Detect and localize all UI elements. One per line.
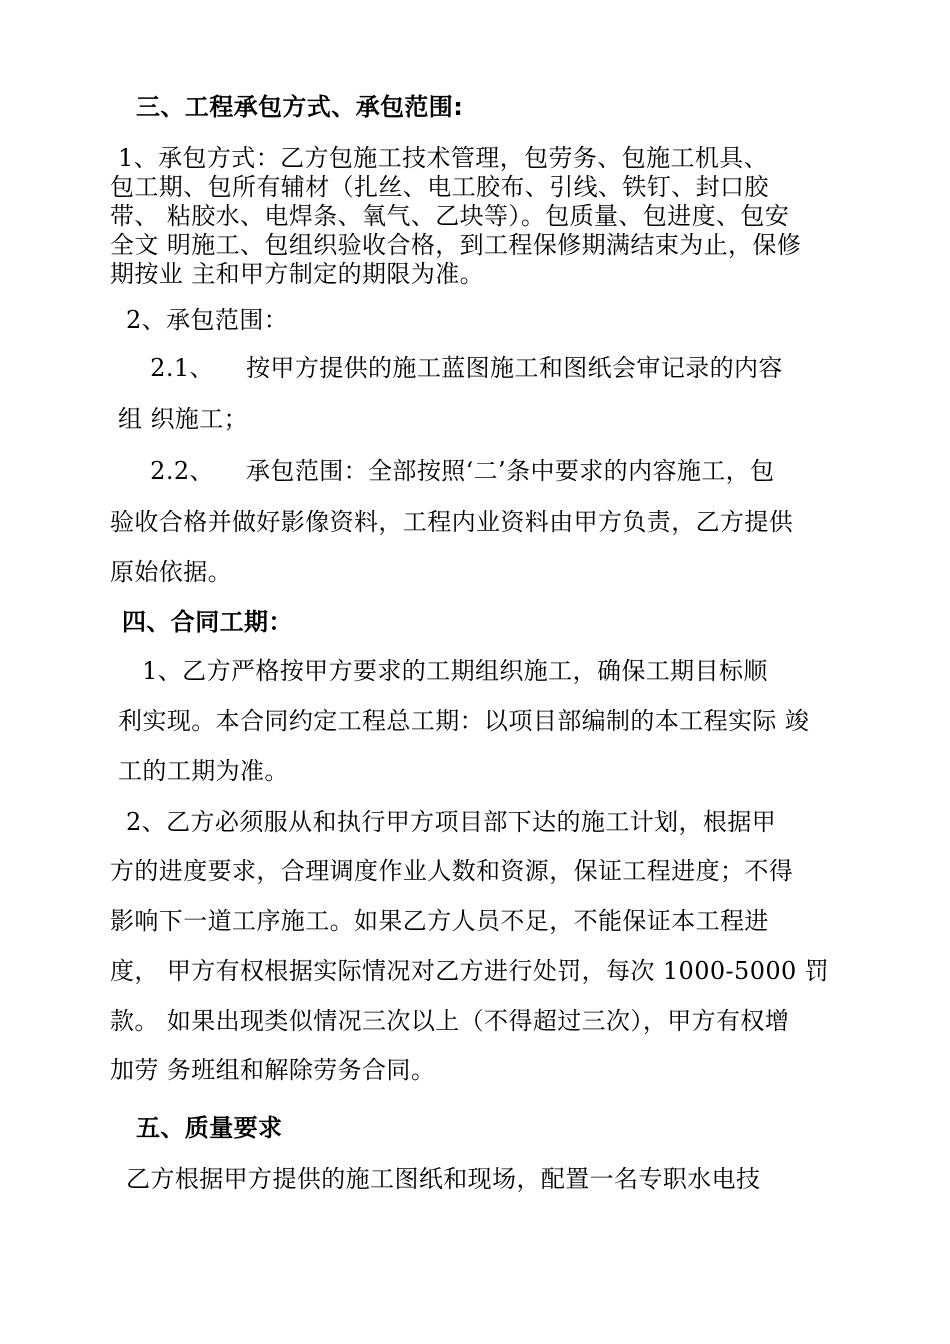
s4-item2-line3: 影响下一道工序施工。如果乙方人员不足，不能保证本工程进 [110,907,769,935]
s5-para-line1: 乙方根据甲方提供的施工图纸和现场，配置一名专职水电技 [110,1165,761,1193]
s3-item2-2-line2: 验收合格并做好影像资料，工程内业资料由甲方负责，乙方提供 [110,508,794,536]
s4-item1-line2: 利实现。本合同约定工程总工期：以项目部编制的本工程实际 竣 [110,707,810,735]
section-4-heading: 四、合同工期： [122,608,293,636]
s3-item2-1-line1: 2.1、 按甲方提供的施工蓝图施工和图纸会审记录的内容 [110,354,783,382]
s3-item1-line4: 全文 明施工、包组织验收合格，到工程保修期满结束为止，保修 [110,231,802,259]
s3-item2-title: 2、承包范围： [110,306,289,334]
s4-item2-line5: 款。 如果出现类似情况三次以上（不得超过三次），甲方有权增 [110,1007,790,1035]
s3-item1-line5: 期按业 主和甲方制定的期限为准。 [110,260,485,288]
s4-item2-line1: 2、乙方必须服从和执行甲方项目部下达的施工计划，根据甲 [110,808,777,836]
s3-item2-2-line3: 原始依据。 [110,558,232,586]
section-3-heading: 三、工程承包方式、承包范围: [136,93,464,121]
section-5-heading: 五、质量要求 [136,1114,283,1142]
s4-item2-line2: 方的进度要求，合理调度作业人数和资源，保证工程进度；不得 [110,857,794,885]
s4-item2-line6: 加劳 务班组和解除劳务合同。 [110,1056,436,1084]
s4-item2-line4: 度， 甲方有权根据实际情况对乙方进行处罚，每次 1000-5000 罚 [110,957,830,985]
s3-item2-2-line1: 2.2、 承包范围：全部按照‘二’条中要求的内容施工，包 [110,457,775,485]
s4-item1-line1: 1、乙方严格按甲方要求的工期组织施工，确保工期目标顺 [110,657,768,685]
s3-item1-line3: 带、 粘胶水、电焊条、氧气、乙块等）。包质量、包进度、包安 [110,202,790,230]
s3-item1-line1: 1、承包方式：乙方包施工技术管理，包劳务、包施工机具、 [110,144,769,172]
s4-item1-line3: 工的工期为准。 [110,757,289,785]
s3-item1-line2: 包工期、包所有辅材（扎丝、电工胶布、引线、铁钉、封口胶 [110,173,769,201]
s3-item2-1-line2: 组 织施工； [110,405,249,433]
